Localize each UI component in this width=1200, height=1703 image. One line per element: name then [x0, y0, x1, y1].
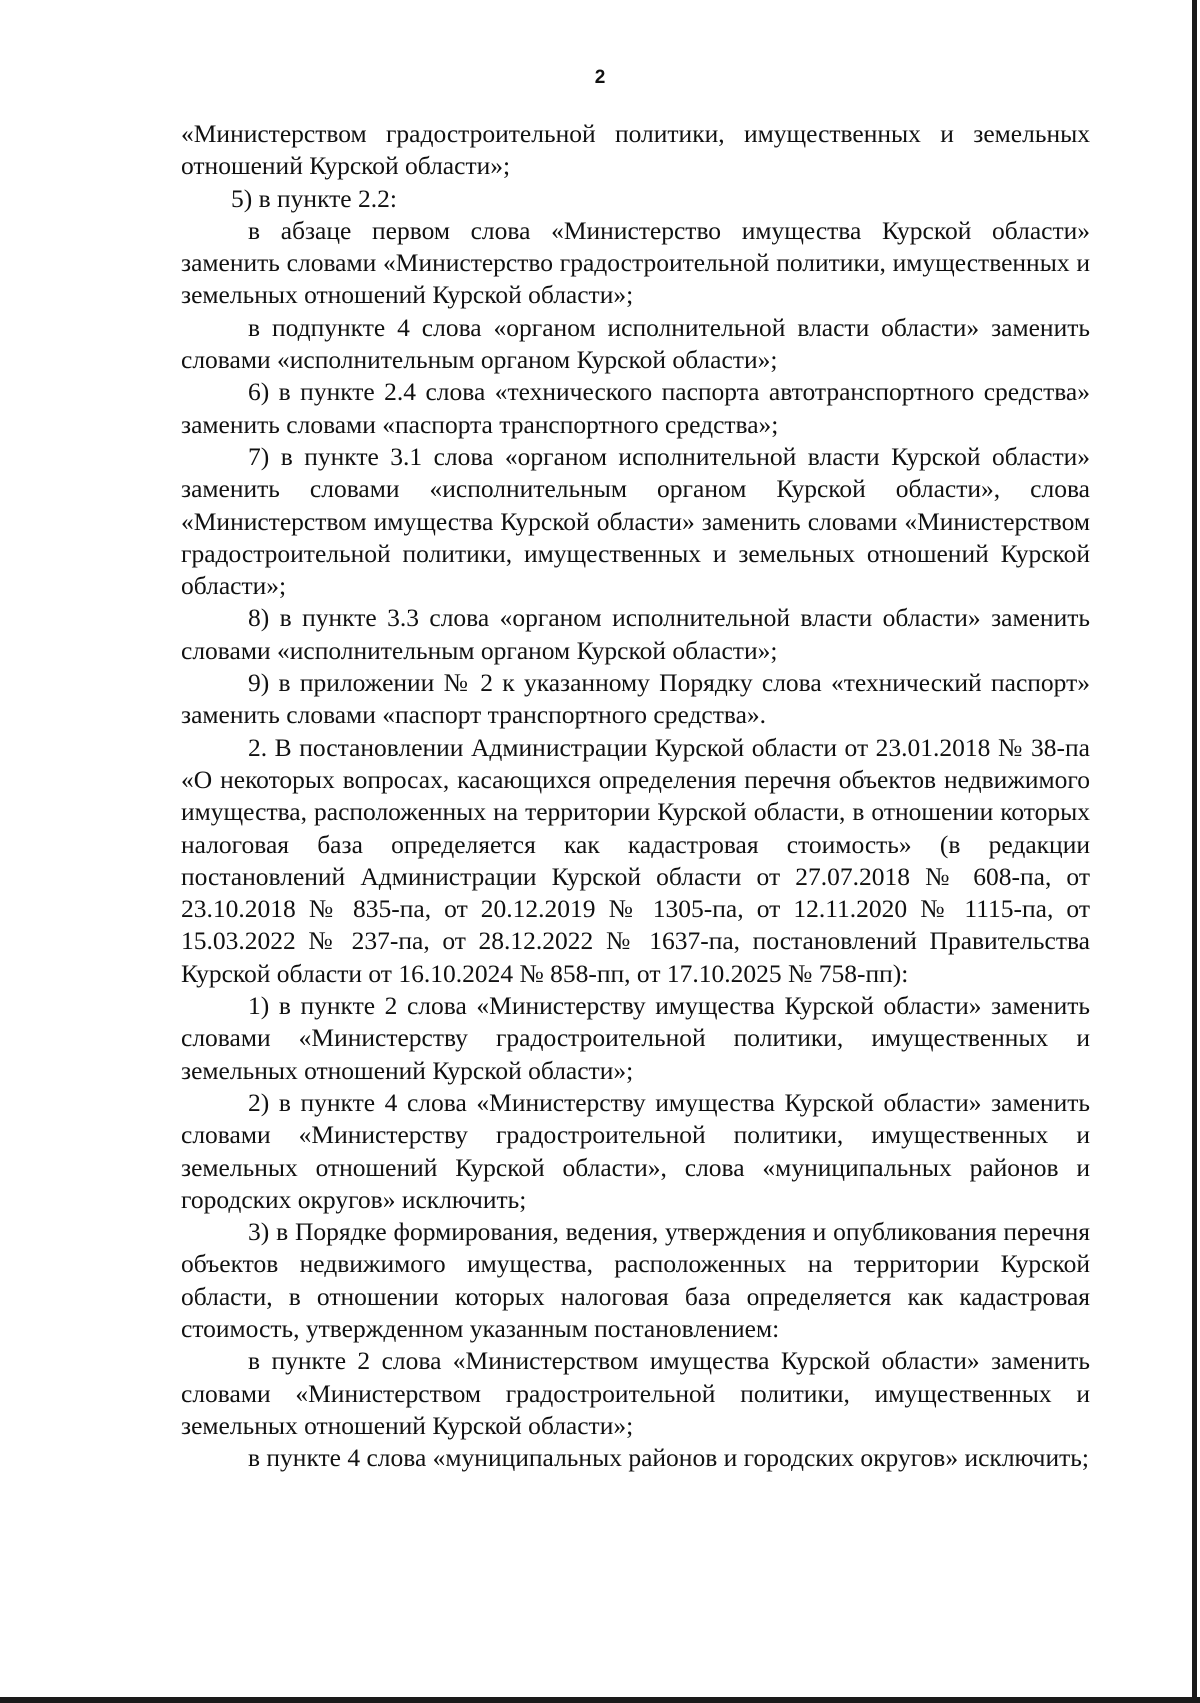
paragraph: «Министерством градостроительной политики, имущественных и земельных отношений Курской области»; — [181, 119, 1090, 181]
page-number: 2 — [594, 67, 606, 88]
paragraph: в пункте 4 слова «муниципальных районов и городских округов» исключить; — [248, 1443, 1089, 1473]
paragraph: 6) в пункте 2.4 слова «технического паспорта автотранспортного средства» заменить словами «паспорта транспортного средства»; — [181, 377, 1090, 439]
paragraph: в абзаце первом слова «Министерство имущества Курской области» заменить словами «Министерство градостроительной политики, имущественных и земельных отношений Курской области»; — [181, 215, 1090, 310]
paragraph: 5) в пункте 2.2: — [231, 183, 397, 213]
scan-edge-right — [1192, 0, 1197, 1703]
paragraph: 1) в пункте 2 слова «Министерству имущества Курской области» заменить словами «Министерству градостроительной политики, имущественных и земельных отношений Курской области»; — [181, 991, 1090, 1085]
paragraph: 7) в пункте 3.1 слова «органом исполнительной власти Курской области» заменить словами «исполнительным органом Курской области», слова «Министерством имущества Курской области» заменить словами «Министерством градостроительной политики, имущественных и земельных отношений Курской области»; — [181, 441, 1090, 601]
paragraph: 2. В постановлении Администрации Курской области от 23.01.2018 № 38-па «О некоторых вопросах, касающихся определения перечня объектов недвижимого имущества, расположенных на территории Курской области, в отношении которых налоговая база определяется как кадастровая стоимость» (в редакции постановлений Администрации Курской области от 27.07.2018 № 608-па, от 23.10.2018 № 835-па, от 20.12.2019 № 1305-па, от 12.11.2020 № 1115-па, от 15.03.2022 № 237-па, от 28.12.2022 № 1637-па, постановлений Правительства Курской области от 16.10.2024 № 858-пп, от 17.10.2025 № 758-пп): — [181, 732, 1090, 988]
paragraph: 3) в Порядке формирования, ведения, утверждения и опубликования перечня объектов недвижимого имущества, расположенных на территории Курской области, в отношении которых налоговая база определяется как кадастровая стоимость, утвержденном указанным постановлением: — [181, 1217, 1090, 1343]
paragraph: 2) в пункте 4 слова «Министерству имущества Курской области» заменить словами «Министерству градостроительной политики, имущественных и земельных отношений Курской области», слова «муниципальных районов и городских округов» исключить; — [181, 1087, 1090, 1214]
document-body — [181, 118, 1090, 1474]
scan-edge-bottom — [0, 1697, 1200, 1703]
paragraph: в пункте 2 слова «Министерством имущества Курской области» заменить словами «Министерством градостроительной политики, имущественных и земельных отношений Курской области»; — [181, 1346, 1090, 1440]
paragraph: 8) в пункте 3.3 слова «органом исполнительной власти области» заменить словами «исполнительным органом Курской области»; — [181, 603, 1090, 665]
paragraph: в подпункте 4 слова «органом исполнительной власти области» заменить словами «исполнительным органом Курской области»; — [181, 312, 1090, 375]
paragraph: 9) в приложении № 2 к указанному Порядку слова «технический паспорт» заменить словами «паспорт транспортного средства». — [181, 668, 1090, 730]
